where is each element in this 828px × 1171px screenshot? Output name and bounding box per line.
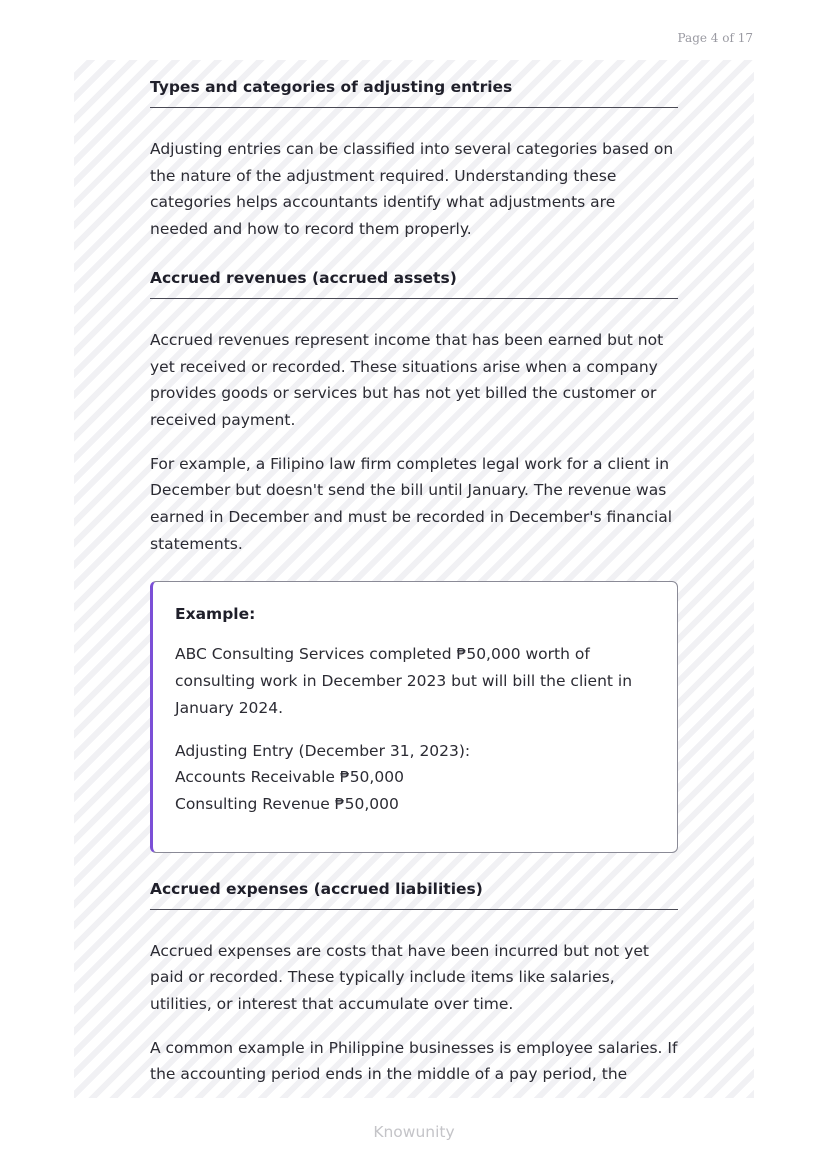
footer-brand: Knowunity bbox=[373, 1123, 455, 1141]
section-heading-accrued-expenses: Accrued expenses (accrued liabilities) bbox=[150, 877, 678, 910]
accrued-expenses-paragraph-2: A common example in Philippine businesses is employee salaries. If the accounting period ends in the middle of a pay period, the bbox=[150, 1038, 678, 1084]
page-number: Page 4 of 17 bbox=[677, 31, 753, 45]
section-heading-types: Types and categories of adjusting entries bbox=[150, 75, 678, 108]
accrued-revenues-paragraph-1: Accrued revenues represent income that has been earned but not yet received or recorded. These situations arise when a company provides goods or services but has not yet billed the customer or received payment. bbox=[150, 330, 664, 429]
example-text: ABC Consulting Services completed ₱50,000 worth of consulting work in December 2023 but will bill the client in January 2024. bbox=[175, 645, 633, 717]
section-heading-accrued-revenues: Accrued revenues (accrued assets) bbox=[150, 266, 678, 299]
example-callout bbox=[150, 581, 678, 852]
adjusting-entry-block bbox=[175, 738, 655, 818]
adjusting-entry-title: Adjusting Entry (December 31, 2023): bbox=[175, 741, 471, 760]
document-content bbox=[150, 75, 678, 1088]
debit-line: Accounts Receivable ₱50,000 bbox=[175, 768, 404, 787]
accrued-revenues-paragraph-2: For example, a Filipino law firm completes legal work for a client in December but doesn't send the bill until January. The revenue was earned in December and must be recorded in December's financial statements. bbox=[150, 454, 673, 553]
example-title: Example: bbox=[175, 605, 256, 624]
types-paragraph: Adjusting entries can be classified into several categories based on the nature of the adjustment required. Understanding these categories helps accountants identify what adjustments are needed and how to record them properly. bbox=[150, 140, 674, 239]
accrued-expenses-paragraph-1: Accrued expenses are costs that have been incurred but not yet paid or recorded. These typically include items like salaries, utilities, or interest that accumulate over time. bbox=[150, 941, 649, 1014]
credit-line: Consulting Revenue ₱50,000 bbox=[175, 794, 399, 813]
